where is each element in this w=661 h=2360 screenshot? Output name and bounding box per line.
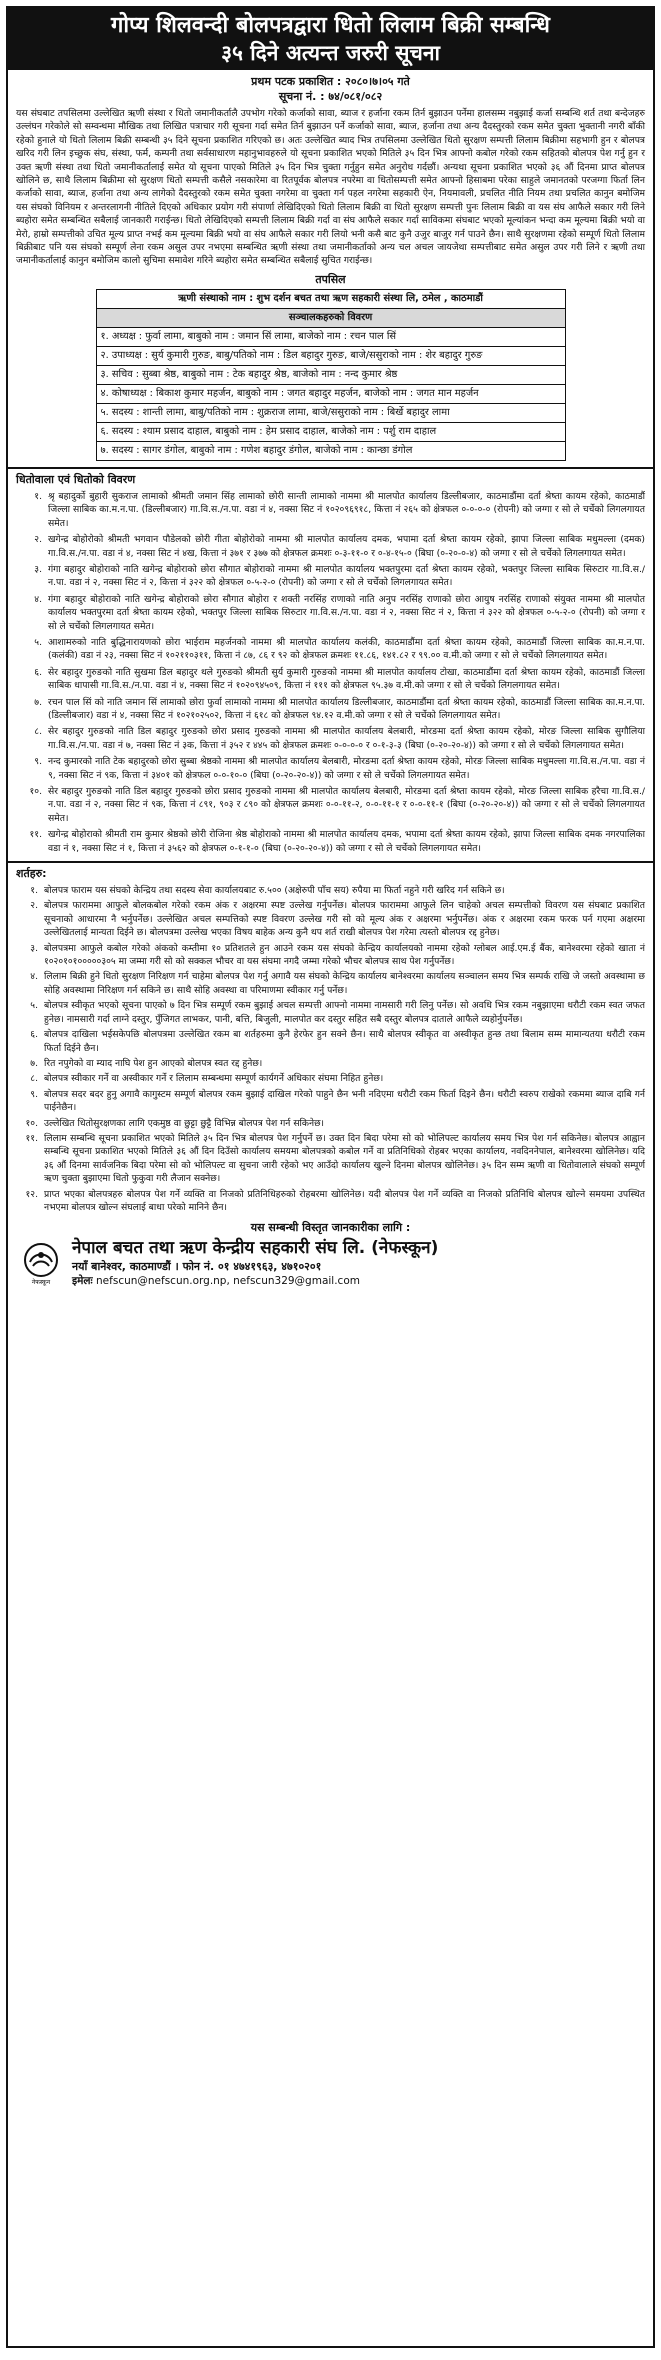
- item-text: रित नपुगेको वा म्याद नाघि पेश हुन आएको बोलपत्र स्वत रद्द हुनेछ।: [44, 1057, 263, 1069]
- condition-item: [8, 1132, 653, 1186]
- item-number: ५.: [34, 636, 42, 648]
- org-name: नेपाल बचत तथा ऋण केन्द्रीय सहकारी संघ लि. (नेफस्कून): [72, 1238, 439, 1259]
- item-number: ३.: [34, 563, 42, 575]
- borrower-name: ऋणी संस्थाको नाम : शुभ दर्शन बचत तथा ऋण सहकारी संस्था लि, ठमेल , काठमाडौं: [96, 289, 565, 308]
- board-table: [96, 289, 566, 461]
- condition-item: [8, 884, 653, 897]
- item-text: बोलपत्र दाखिला भईसकेपछि बोलपत्रमा उल्लेखित रकम बा शर्तहरुमा कुनै हेरफेर हुन सक्ने छैन। साथै बोलपत्र स्वीकृत वा अस्वीकृत हुन्छ तथा बिलाम सम्म मामान्यतया धरौटी रकम फिर्ता दिईने छैन।: [44, 1029, 645, 1054]
- item-text: खगेन्द्र बोहोराको श्रीमती राम कुमार श्रेष्ठको छोरी रोजिना श्रेष्ठ बोहोराको नाममा श्री मालपोत कार्यालय दमक, भपामा दर्ता श्रेष्ता कायम रहेको, झापा जिल्ला साबिक दमक नगरपालिका वडा नं १, नक्सा सिट नं १, कित्ता नं ३५६२ को क्षेत्रफल ०-१-१-० (बिघा (०-२०-२०-४)) को जग्गा र सो ले चर्चेको लिगलगायत समेत।: [48, 829, 645, 854]
- intro-paragraph: यस संघबाट तपसिलमा उल्लेखित ऋणी संस्था र धितो जमानीकर्तालै उपभोग गरेको कर्जाको सावा, ब्याज र हर्जाना रकम तिर्न बुझाउन पर्नेमा हालसम्म नबुझाई कर्जा सम्बन्धि शर्त तथा बन्देजहरु उल्लंघन गरेकोले सो सम्वन्धमा मौखिक तथा लिखित पत्राचार गरी सूचना गर्दा समेत तिर्न बुझाउन पर्ने कर्जाको सावा, ब्याज, हर्जाना तथा अन्य दैदस्तुरको रकम समेत चुक्ता भुक्तानी नगरी बाँकी रहेको हुनाले यो धितो लिलाम बिक्री सम्बन्धी ३५ दिने सूचना प्रकाशित गरिएको छ। अतः उल्लेखित ब्याद भित्र तपसिलमा उल्लेखित धितो सुरक्षण सम्पत्ती लिलाम बिक्रीमा सहभागी हुन र बोलपत्र खरिद गरी लिन इच्छुक संघ, संस्था, फर्म, कम्पनी तथा सर्वसाधारण महानुभावहरुले यो सूचना प्रकाशित भएको मितिले ३५ दिन भित्र आफ्नो कबोल गरेको रकम सहितको बोलपत्र पेश गर्नु हुन र उक्त ऋणी संस्था तथा धितो जमानीकर्तालाई समेत यो सूचना पाएको मितिले ३५ दिन भित्र चुक्ता गर्नुहुन समेत अनुरोध गर्दछौं। अन्यथा सूचना प्रकाशित भएको ३६ औं दिनमा प्राप्त बोलपत्र खोलिने छ, साथै लिलाम बिक्रीमा सो सुरक्षण धितो सम्पत्ती कसैले नसकारेमा वा रितपूर्वक बोलपत्र नपरेमा वा धितोसम्पत्ती समेत आफ्नो हिसाबमा परेका साहुले जमानतको परजग्गा फिर्ता लिन कर्जाको सावा, ब्याज, हर्जाना तथा अन्य लागेको दैदस्तुरको रकम समेत चुक्ता नगरेमा वा चुक्ता गर्न पहल नगरेमा सहकारी ऐन, नियमावली, प्रचलित नीति नियम तथा प्रचलित कानुन बमोजिम यस संघको विनियम र अन्तरलागनी नीतिले दिएको अधिकार प्रयोग गरी संपार्णा लेखिदिएको धितो लिलाम बिक्री वा धितो सुरक्षण सम्पत्ती पुनः लिलाम बिक्री वा यस संघ आफैले सकार गरी लिने ब्यहोरा समेत सम्बन्धित सबैलाई जानकारी गराईन्छ। धितो लेखिदिएको सम्पत्ती लिलाम बिक्री गर्दा वा संघ आफैले सकार गर्दा साविकमा संघबाट भएको मूल्यांकन भन्दा कम मूल्यमा बिक्री भयो वा मेरो, हाम्रो सम्पत्तीको उचित मूल्य प्राप्त नभई कम मूल्यमा बिक्री भयो वा संघ आफैले सकार गरी लियो भनी कसै बाट कुनै उजुर बाजुर गर्न पाउने छैन। साथै सुरक्षणमा रहेको सम्पूर्ण धितो लिलाम बिक्रीबाट पनि यस संघको सम्पूर्ण लेना रकम असुल उपर नभएमा सम्बन्धित ऋणी संस्था तथा जमानीकर्ताको अन्य चल अचल जायजेथा सम्पत्तीबाट समेत असुल उपर गरी लिने र ऋणी तथा जमानीकर्तालाई कानुन बमोजिम कालो सुचिमा समावेश गरिने ब्यहोरा समेत सम्बन्धित सबैलाई सुचित गराईन्छ।: [16, 108, 645, 267]
- item-number: १.: [34, 490, 42, 502]
- board-member: ३. सचिव : सुब्बा श्रेष्ठ, बाबुको नाम : टेक बहादुर श्रेष्ठ, बाजेको नाम : नन्द कुमार श्रेष्ठ: [96, 365, 565, 384]
- condition-item: [8, 1188, 653, 1215]
- item-text: आशामरुको नाति बुद्धिनारायणको छोरा भाईराम महर्जनको नाममा श्री मालपोत कार्यालय कलंकी, काठमाडौंमा दर्ता श्रेष्ता कायम रहेको, काठमाडौं जिल्ला साबिक का.म.न.पा. (कलंकी) वडा नं २३, नक्सा सिट नं १०२११०३११, कित्ता नं ८७, ८६ र ९२ को क्षेत्रफल क्रमशः ११.८६, १४१.८२ र ९९.०० व.मी.को जग्गा र सो ले चर्चेको लिगलगायत समेत।: [48, 636, 645, 662]
- condition-item: [8, 1072, 653, 1085]
- item-number: ८.: [30, 1073, 38, 1085]
- board-member: ४. कोषाध्यक्ष : बिकाश कुमार महर्जन, बाबुको नाम : जगत बहादुर महर्जन, बाजेको नाम : जगत मान महर्जन: [96, 384, 565, 403]
- collateral-item: [8, 490, 653, 530]
- publication-date: प्रथम पटक प्रकाशित : २०८०।७।०५ गते: [251, 75, 410, 88]
- item-number: ५.: [30, 1000, 38, 1012]
- nefscun-logo-icon: [18, 1240, 64, 1286]
- details-heading: तपसिल: [315, 272, 346, 286]
- item-text: सेर बहादुर गुरुङको नाति सुखमा डिल बहादुर थले गुरुङको श्रीमती सुर्य कुमारी गुरुङको नाममा श्री मालपोत कार्यालय टोखा, काठमाडौंमा दर्ता श्रेष्ता कायम रहेको, काठमाडौं जिल्ला साबिक धापासी गा.वि.स./न.पा. वडा नं ४, नक्सा सिट नं १०२०९४५०९, कित्ता नं १११ को क्षेत्रफल ९५.३७ व.मी.को जग्गा र सो ले चर्चेको लिगलगायत समेत।: [48, 666, 645, 692]
- item-number: ७.: [30, 1057, 38, 1069]
- item-number: ८.: [34, 726, 42, 738]
- collateral-item: [8, 533, 653, 560]
- board-member: २. उपाध्यक्ष : सुर्य कुमारी गुरुङ, बाबु/पतिको नाम : डिल बहादुर गुरुङ, बाजे/ससुराको नाम : शेर बहादुर गुरुङ: [96, 346, 565, 365]
- condition-item: [8, 899, 653, 939]
- notice-subtitle: ३५ दिने अत्यन्त जरुरी सूचना: [221, 41, 440, 65]
- section-divider: [8, 467, 653, 469]
- condition-item: [8, 999, 653, 1026]
- condition-item: [8, 1117, 653, 1130]
- condition-item: [8, 970, 653, 997]
- item-text: बोलपत्र फाराम यस संघको केन्द्रिय तथा सदस्य सेवा कार्यालयबाट रु.५०० (अक्षेरुपी पाँच सय) रुपैया मा फिर्ता नहुने गरी खरिद गर्न सकिने छ।: [44, 885, 505, 897]
- board-heading: सञ्चालकहरुको विवरण: [96, 308, 565, 327]
- footer-text: [72, 1237, 438, 1288]
- board-member: ६. सदस्य : श्याम प्रसाद दाहाल, बाबुको नाम : हेम प्रसाद दाहाल, बाजेको नाम : पर्शु राम दाहाल: [96, 422, 565, 441]
- item-number: ४.: [30, 971, 38, 983]
- logo-caption: नेफस्कून: [31, 1278, 51, 1286]
- collateral-item: [8, 755, 653, 782]
- item-number: ७.: [34, 696, 42, 708]
- footer: [8, 1237, 653, 1288]
- collateral-item: [8, 593, 653, 633]
- board-member: १. अध्यक्ष : फुर्वा लामा, बाबुको नाम : जमान सिं लामा, बाजेको नाम : रचन पाल सिं: [96, 327, 565, 346]
- item-number: १२.: [25, 1188, 38, 1200]
- item-number: ११.: [25, 1132, 38, 1144]
- section-divider: [8, 861, 653, 863]
- email-link[interactable]: nefscun@nefscun.org.np, nefscun329@gmail.com: [96, 1275, 360, 1288]
- item-number: ६.: [30, 1029, 38, 1041]
- item-text: रचन पाल सिं को नाति जमान सिं लामाको छोरा फुर्वा लामाको नाममा श्री मालपोत कार्यालय डिल्लीबजार, काठमाडौंमा दर्ता श्रेष्ता कायम रहेको, काठमाडौं जिल्ला साबिक का.म.न.पा.(डिल्लीबजार) वडा नं ४, नक्सा सिट नं १०२१०२५०२, कित्ता नं ६१८ को क्षेत्रफल ९४.१२ व.मी.को जग्गा र सो ले चर्चेको लिगलगायत समेत।: [48, 696, 645, 721]
- item-number: ४.: [34, 593, 42, 605]
- item-text: सेर बहादुर गुरुङको नाति डिल बहादुर गुरुङको छोरा प्रसाद गुरुङको नाममा श्री मालपोत कार्यालय बेलबारी, मोरङमा दर्ता श्रेष्ता कायम रहेको, मोरङ जिल्ला साबिक हरैचा गा.वि.स./न.पा. वडा नं २, नक्सा सिट नं ९क, कित्ता नं ८९१, ९०३ र ८९० को क्षेत्रफल क्रमशः ०-०-११-२, ०-०-११-१ र ०-०-११-१ (बिघा (०-२०-२०-४)) को जग्गा र सो ले चर्चेको लिगलगायत समेत।: [48, 786, 645, 824]
- item-number: ६.: [34, 666, 42, 678]
- collateral-item: [8, 666, 653, 693]
- title-bar: [8, 8, 653, 70]
- item-text: बोलपत्र स्वीकार गर्ने वा अस्वीकार गर्ने र लिलाम सम्बन्धमा सम्पूर्ण कार्यगर्ने अधिकार संघमा निहित हुनेछ।: [44, 1073, 384, 1085]
- item-text: बोलपत्र फाराममा आफुले बोलकबोल गरेको रकम अंक र अक्षरमा स्पष्ट उल्लेख गर्नुपर्नेछ। बोलपत्र फाराममा आफुले लिन चाहेको अचल सम्पत्तीको विवरण यस संघबाट प्रकाशित सूचनाको आधारमा नै भर्नुपर्नेछ। उल्लेखित अचल सम्पत्तिको स्पष्ट विवरण उल्लेख गरी सो को मूल्य अंक र अक्षरमा भर्नुपर्नेछ। अंक र अक्षरमा रकम फरक पर्न गएमा अक्षरमा उल्लेखितलाई मान्यता दिईने छ। बोलपत्रमा उल्लेख भएका विषय बाहेक अन्य कुनै थप शर्त राखी बोलपत्र पेश गरेमा त्यस्तो बोलपत्र रद्द हुनेछ।: [44, 900, 645, 939]
- org-address: नयाँ बानेश्वर, काठमाण्डौं । फोन नं. ०१ ४७४१९६३, ४७१०२०१: [72, 1260, 322, 1274]
- item-number: २.: [34, 534, 42, 546]
- org-email: [72, 1274, 438, 1288]
- board-member: ५. सदस्य : शान्ती लामा, बाबु/पतिको नाम : शुक्रराज लामा, बाजे/ससुराको नाम : बिर्खे बहादुर लामा: [96, 403, 565, 422]
- item-text: प्राप्त भएका बोलपत्रहरु बोलपत्र पेश गर्ने व्यक्ति वा निजको प्रतिनिधिहरुको रोहबरमा खोलिनेछ। यदी बोलपत्र पेश गर्ने व्यक्ति वा निजको प्रतिनिधि बोलपत्र खोल्ने समयमा उपस्थित नभएमा बोलपत्र खोल्न संघलाई बाधा परेको मानिने छैन।: [44, 1188, 645, 1213]
- collateral-item: [8, 785, 653, 825]
- item-text: लिलाम सम्बन्धि सूचना प्रकाशित भएको मितिले ३५ दिन भित्र बोलपत्र पेश गर्नुपर्ने छ। उक्त दिन बिदा परेमा सो को भोलिपल्ट कार्यालय समय भित्र पेश गर्न सकिनेछ। बोलपत्र आह्वान सम्बन्धि सूचना प्रकाशित भएको मितिले ३६ औं दिन दिउँसो कार्यालय समयमा बोलपत्रको कबोल गर्ने वा प्रतिनिधिको रोहबर भएका कार्यालय, नवदिननेपाल, बानेश्वरमा खोलिनेछ। यदि ३६ औं दिनमा सार्वजनिक बिदा परेमा सो को भोलिपल्ट वा सुचना जारी रहेको भए आउँदो कार्यालय खुल्ने दिनमा बोलपत्र खोलिनेछ। ३५ दिन सम्म ऋणी वा धितोवालाले संघको सम्पूर्ण ऋण चुक्ता बुझाएमा धितो फुकुवा गरी लैजान सक्नेछ।: [44, 1132, 645, 1185]
- condition-item: [8, 1057, 653, 1070]
- item-number: ९.: [34, 756, 42, 768]
- collateral-heading: धितोवाला एवं धितोको विवरण: [16, 472, 136, 486]
- item-text: सेर बहादुर गुरुङको नाति डिल बहादुर गुरुङको छोरा प्रसाद गुरुङको नाममा श्री मालपोत कार्यालय बेलबारी, मोरङमा दर्ता श्रेष्ता कायम रहेको, मोरङ जिल्ला साबिक सुगौलिया गा.वि.स./न.पा. वडा नं ७, नक्सा सिट नं ३क, कित्ता नं ३५२ र ४४५ को क्षेत्रफल क्रमशः ०-०-०-० र ०-१-३-३ (बिघा (०-२०-२०-४)) को जग्गा र सो ले चर्चेको लिगलगायत समेत।: [48, 726, 645, 751]
- condition-item: [8, 942, 653, 969]
- item-number: ९.: [30, 1088, 38, 1100]
- email-label: इमेलः: [72, 1275, 93, 1288]
- condition-item: [8, 1028, 653, 1055]
- collateral-item: [8, 636, 653, 663]
- item-number: १०.: [29, 786, 42, 797]
- item-number: ३.: [30, 942, 38, 954]
- collateral-item: [8, 563, 653, 590]
- item-text: लिलाम बिक्री हुने धितो सुरक्षण निरिक्षण गर्न चाहेमा बोलपत्र पेश गर्नु अगावै यस संघको केन्द्रिय कार्यालय बानेश्वरमा कार्यालय सञ्चालन समय भित्र सम्पर्क राखि जे जस्तो अवस्थामा छ सोहि अवस्थामा निरिक्षण गर्न सकिने छ। साथै सोहि अवस्था वा परिमाणमा स्वीकार गर्नु पर्नेछ।: [44, 971, 645, 996]
- item-text: श्रृ बहादुर्को बुहारी सुकराज लामाको श्रीमती जमान सिंह लामाको छोरी सान्ती लामाको नाममा श्री मालपोत कार्यालय डिल्लीबजार, काठमाडौंमा दर्ता श्रेष्ता कायम रहेको, काठमाडौं जिल्ला साबिक का.म.न.पा. (डिल्लीबजार) गा.वि.स./न.पा. वडा नं ४, नक्सा सिट नं १०२०९६९१८, कित्ता नं २६५ को क्षेत्रफल ०-०-०-० (रोपनी) को जग्गा र सो ले चर्चेको लिगलगायत समेत।: [48, 490, 645, 529]
- item-text: उल्लेखित धितोसुरक्षणका लागि एकमुष्ठ वा छुट्टा छुट्टै विभिन्न बोलपत्र पेश गर्न सकिनेछ।: [44, 1117, 324, 1129]
- notice-title: गोप्य शिलवन्दी बोलपत्रद्वारा धितो लिलाम बिक्री सम्बन्धि: [111, 13, 550, 38]
- collateral-item: [8, 696, 653, 723]
- collateral-item: [8, 725, 653, 752]
- condition-item: [8, 1088, 653, 1115]
- item-text: बोलपत्र स्वीकृत भएको सूचना पाएको ७ दिन भित्र सम्पूर्ण रकम बुझाई अचल सम्पत्ती आफ्नो नाममा नामसारी गरी लिनु पर्नेछ। सो अवधि भित्र रकम नबुझाएमा धरौटी रकम स्वत जफत हुनेछ। नामसारी गर्दा लाग्ने दस्तुर, पुँजिगत लाभकर, पानी, बत्ति, बिजुली, मालपोत कर दस्तुर सहित सबै दस्तुर बोलपत्र दाताले आफैले व्यहोर्नुपर्नेछ।: [44, 1000, 645, 1025]
- item-text: खगेन्द्र बोहोरोको श्रीमती भगवान पौडेलको छोरी गीता बोहोरोको नाममा श्री मालपोत कार्यालय दमक, भपामा दर्ता श्रेष्ता कायम रहेको, झापा जिल्ला साबिक मधुमल्ला (दमक) गा.वि.स./न.पा. वडा नं ४, नक्सा सिट नं ४ख, कित्ता नं ३७१ र ३७७ को क्षेत्रफल क्रमशः ०-३-११-० र ०-४-१५-० (बिघा (०-२०-०-४) को जग्गा र सो ले चर्चेको लिगलगायत समेत।: [48, 534, 645, 559]
- collateral-item: [8, 828, 653, 855]
- item-text: गंगा बहादुर बोहोराको नाति खगेन्द्र बोहोराको छोरा सौगात बोहोरा र शक्ती नरसिंह राणाको नाति अनुप नरसिंह राणाको छोरा आयुष नरसिंह राणाको संयुक्त नाममा श्री मालपोत कार्यालय भक्तपुरमा दर्ता श्रेष्ता कायम रहेको, भक्तपुर जिल्ला साबिक सिरुटार गा.वि.स./न.पा. वडा नं २, नक्सा सिट नं २, कित्ता नं ३२२ को क्षेत्रफल ०-५-२-० (रोपनी) को जग्गा र सो ले चर्चेको लिगलगायत समेत।: [48, 593, 645, 632]
- item-text: गंगा बहादुर बोहोराको नाति खगेन्द्र बोहोराको छोरा सौगात बोहोराको नाममा श्री मालपोत कार्यालय भक्तपुरमा दर्ता श्रेष्ता कायम रहेको, भक्तपुर जिल्ला साबिक सिरुटार गा.वि.स./न.पा. वडा नं २, नक्सा सिट नं २, कित्ता नं ३२२ को क्षेत्रफल ०-५-२-० (रोपनी) को जग्गा र सो ले चर्चेको लिगलगायत समेत।: [48, 563, 645, 589]
- board-member: ७. सदस्य : सागर डंगोल, बाबुको नाम : गणेश बहादुर डंगोल, बाजेको नाम : कान्छा डंगोल: [96, 441, 565, 460]
- item-text: बोलपत्रमा आफुले कबोल गरेको अंकको कम्तीमा १० प्रतिशतले हुन आउने रकम यस संघको केन्द्रिय कार्यालयको नाममा रहेको ग्लोबल आई.एम.ई बैंक, बानेश्वरमा रहेको खाता नं १०२०१०१०००००३०५ मा जम्मा गरी सो को सक्कल भौचर वा यस संघमा नगदै जम्मा गरेको भौचर बोलपत्र साथ पेश गर्नुपर्नेछ।: [44, 942, 645, 968]
- item-number: ११.: [29, 829, 42, 841]
- contact-line: यस सम्बन्धी विस्तृत जानकारीका लागि :: [250, 1221, 411, 1235]
- conditions-heading: शर्तहरु:: [16, 867, 47, 881]
- notice-number: सूचना नं. : ७४/०८१/०८२: [278, 90, 383, 103]
- item-number: २.: [30, 900, 38, 912]
- item-text: नन्द कुमारको नाति टेक बहादुरको छोरा सुब्बा श्रेष्ठको नाममा श्री मालपोत कार्यालय बेलबारी, मोरङमा दर्ता श्रेष्ता कायम रहेको, मोरङ जिल्ला साबिक मधुमल्ला गा.वि.स./न.पा. वडा नं ९, नक्सा सिट नं ९क, कित्ता नं ३४०१ को क्षेत्रफल ०-०-१०-० (बिघा (०-२०-२०-४)) को जग्गा र सो ले चर्चेको लिगलगायत समेत।: [48, 756, 645, 781]
- item-text: बोलपत्र सदर बदर हुनु अगावै कागुस्टम सम्पूर्ण बोलपत्र रकम बुझाई दाखिल गरेको पाहुने छैन भनी नदिएमा धरौटी रकम फिर्ता दिइने छैन। धरौटी स्वरुप राखेको रकममा ब्याज दाबि गर्न पाईनेछैन।: [44, 1088, 645, 1114]
- notice-page: [6, 6, 655, 2348]
- item-number: १.: [30, 885, 38, 897]
- item-number: १०.: [25, 1117, 38, 1129]
